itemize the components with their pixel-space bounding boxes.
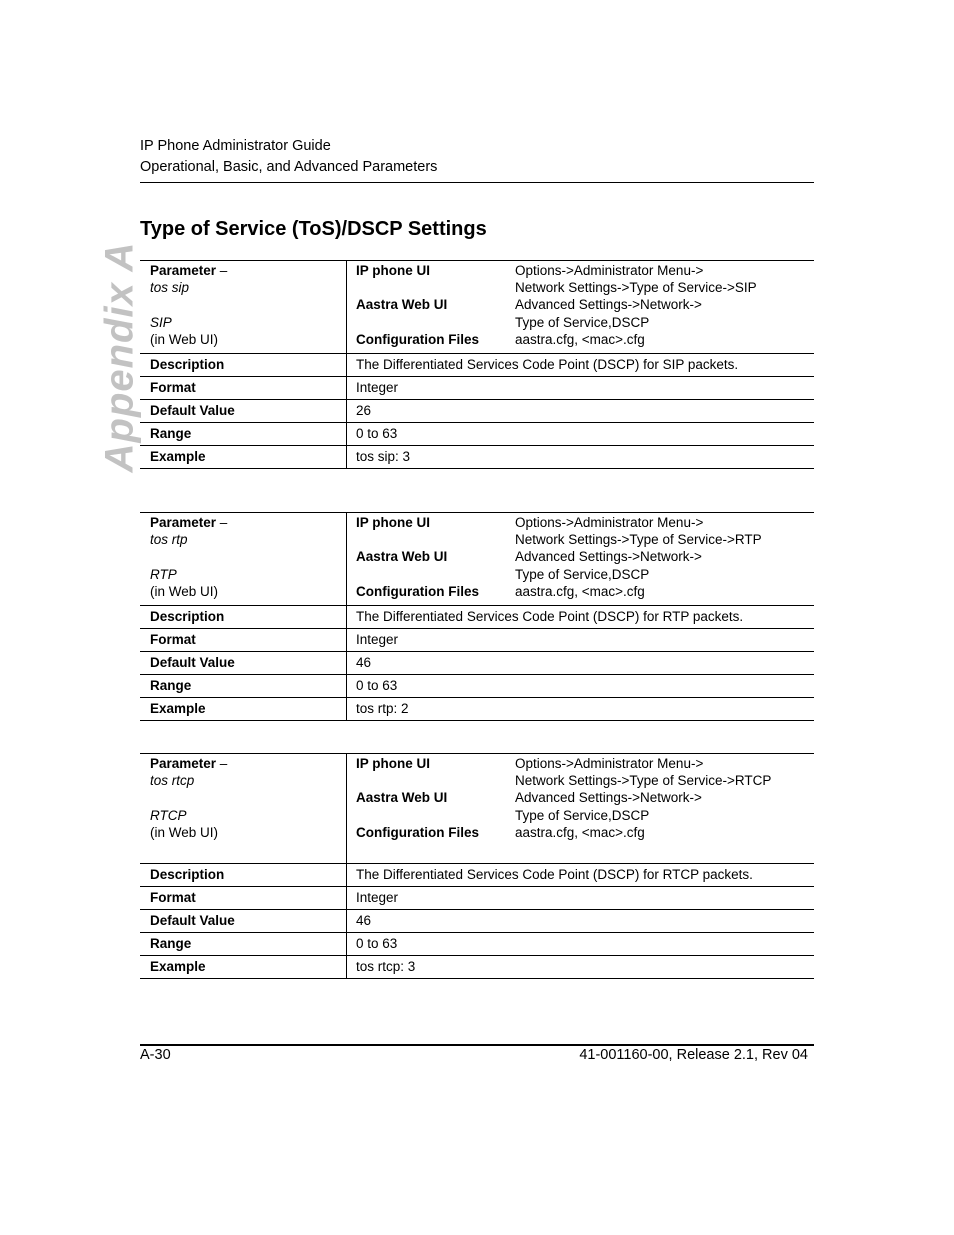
aastra-web-ui-label: Aastra Web UI	[356, 549, 448, 565]
row-label: Format	[140, 887, 347, 910]
table-row	[140, 400, 814, 423]
aastra-web-ui-path-2: Type of Service,DSCP	[515, 566, 650, 582]
row-value: tos sip: 3	[347, 446, 815, 469]
header-guide-title: IP Phone Administrator Guide	[140, 138, 331, 154]
param-dash: –	[216, 263, 228, 278]
table-row	[140, 377, 814, 400]
ipphone-ui-path-1: Options->Administrator Menu->	[515, 263, 704, 278]
config-files-label: Configuration Files	[356, 583, 479, 599]
row-label: Range	[140, 675, 347, 698]
config-files-label: Configuration Files	[356, 331, 479, 347]
aastra-web-ui-path-1: Advanced Settings->Network->	[515, 549, 702, 565]
param-header-row	[140, 754, 814, 864]
row-value: 0 to 63	[347, 423, 815, 446]
row-label: Range	[140, 933, 347, 956]
config-files-value: aastra.cfg, <mac>.cfg	[515, 583, 645, 599]
table-row	[140, 910, 814, 933]
row-label: Range	[140, 423, 347, 446]
param-location-cell	[347, 513, 815, 606]
row-value: 0 to 63	[347, 933, 815, 956]
param-config-name: tos rtcp	[150, 773, 195, 789]
table-row	[140, 864, 814, 887]
page-header	[140, 136, 814, 178]
table-row	[140, 629, 814, 652]
param-config-name: tos sip	[150, 280, 190, 296]
param-webui-note: (in Web UI)	[150, 583, 219, 599]
aastra-web-ui-label: Aastra Web UI	[356, 790, 448, 806]
row-label: Default Value	[140, 910, 347, 933]
param-webui-note: (in Web UI)	[150, 824, 219, 840]
row-value: Integer	[347, 377, 815, 400]
table-row	[140, 933, 814, 956]
param-config-name: tos rtp	[150, 532, 188, 548]
row-value: Integer	[347, 887, 815, 910]
param-name-cell	[140, 513, 347, 606]
footer-divider	[140, 1044, 814, 1046]
ipphone-ui-label: IP phone UI	[356, 756, 431, 771]
param-webui-name: RTP	[150, 566, 177, 582]
param-webui-note: (in Web UI)	[150, 331, 219, 347]
row-label: Example	[140, 446, 347, 469]
param-label: Parameter	[150, 263, 217, 278]
table-row	[140, 354, 814, 377]
table-row	[140, 956, 814, 979]
row-value: Integer	[347, 629, 815, 652]
param-table-tos-rtp	[140, 512, 814, 721]
config-files-value: aastra.cfg, <mac>.cfg	[515, 824, 645, 840]
row-label: Default Value	[140, 400, 347, 423]
section-title: Type of Service (ToS)/DSCP Settings	[140, 218, 487, 240]
param-table-tos-rtcp	[140, 753, 814, 979]
param-table-tos-sip	[140, 260, 814, 469]
aastra-web-ui-label: Aastra Web UI	[356, 297, 448, 313]
header-divider	[140, 182, 814, 183]
param-location-cell	[347, 261, 815, 354]
row-label: Format	[140, 629, 347, 652]
param-dash: –	[216, 515, 228, 530]
ipphone-ui-path-2: Network Settings->Type of Service->RTP	[515, 532, 762, 548]
row-value: The Differentiated Services Code Point (DSCP) for RTCP packets.	[347, 864, 815, 887]
row-value: The Differentiated Services Code Point (DSCP) for SIP packets.	[347, 354, 815, 377]
document-id: 41-001160-00, Release 2.1, Rev 04	[579, 1047, 808, 1063]
aastra-web-ui-path-2: Type of Service,DSCP	[515, 314, 650, 330]
table-row	[140, 698, 814, 721]
ipphone-ui-label: IP phone UI	[356, 263, 431, 278]
header-chapter-title: Operational, Basic, and Advanced Parameters	[140, 159, 438, 175]
param-dash: –	[216, 756, 228, 771]
table-row	[140, 887, 814, 910]
appendix-side-tab	[97, 241, 142, 473]
ipphone-ui-path-2: Network Settings->Type of Service->SIP	[515, 280, 757, 296]
param-name-cell	[140, 261, 347, 354]
aastra-web-ui-path-2: Type of Service,DSCP	[515, 807, 650, 823]
row-label: Example	[140, 698, 347, 721]
ipphone-ui-path-1: Options->Administrator Menu->	[515, 515, 704, 530]
row-label: Format	[140, 377, 347, 400]
param-location-cell	[347, 754, 815, 864]
row-value: 46	[347, 910, 815, 933]
ipphone-ui-label: IP phone UI	[356, 515, 431, 530]
param-label: Parameter	[150, 515, 217, 530]
param-header-row	[140, 513, 814, 606]
table-row	[140, 423, 814, 446]
ipphone-ui-path-2: Network Settings->Type of Service->RTCP	[515, 773, 772, 789]
table-row	[140, 446, 814, 469]
config-files-value: aastra.cfg, <mac>.cfg	[515, 331, 645, 347]
row-label: Description	[140, 606, 347, 629]
param-webui-name: RTCP	[150, 807, 187, 823]
param-webui-name: SIP	[150, 314, 172, 330]
config-files-label: Configuration Files	[356, 824, 479, 840]
ipphone-ui-path-1: Options->Administrator Menu->	[515, 756, 704, 771]
table-row	[140, 675, 814, 698]
aastra-web-ui-path-1: Advanced Settings->Network->	[515, 297, 702, 313]
row-value: The Differentiated Services Code Point (DSCP) for RTP packets.	[347, 606, 815, 629]
row-label: Example	[140, 956, 347, 979]
row-value: tos rtp: 2	[347, 698, 815, 721]
table-row	[140, 652, 814, 675]
row-label: Description	[140, 354, 347, 377]
param-label: Parameter	[150, 756, 217, 771]
aastra-web-ui-path-1: Advanced Settings->Network->	[515, 790, 702, 806]
row-label: Description	[140, 864, 347, 887]
param-name-cell	[140, 754, 347, 864]
row-value: 46	[347, 652, 815, 675]
table-row	[140, 606, 814, 629]
row-value: tos rtcp: 3	[347, 956, 815, 979]
page-number: A-30	[140, 1047, 171, 1063]
row-value: 26	[347, 400, 815, 423]
row-label: Default Value	[140, 652, 347, 675]
row-value: 0 to 63	[347, 675, 815, 698]
param-header-row	[140, 261, 814, 354]
appendix-side-tab-label: Appendix A	[97, 241, 142, 473]
